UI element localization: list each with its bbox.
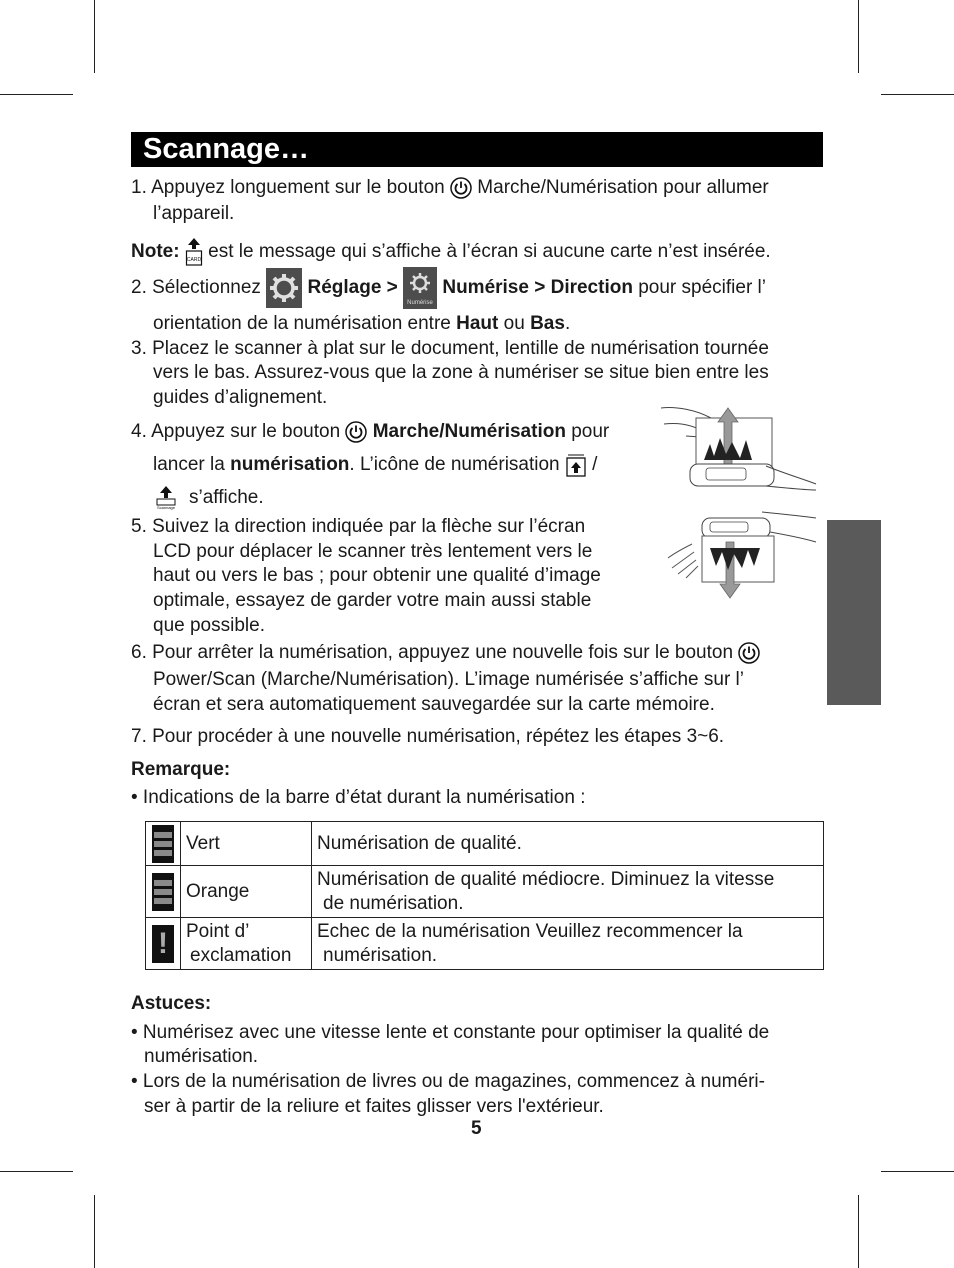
step-3-line-1: 3. Placez le scanner à plat sur le document, lentille de numérisation tournée xyxy=(131,338,769,359)
step-3-line-2: vers le bas. Assurez-vous que la zone à numériser se situe bien entre les xyxy=(153,362,769,383)
remarque-heading: Remarque: xyxy=(131,759,231,780)
numerise-icon xyxy=(403,267,437,309)
step-2-dot: . xyxy=(564,313,571,334)
status-description-line-2: de numérisation. xyxy=(323,892,464,914)
astuces-bullet-1-line-2: numérisation. xyxy=(144,1046,259,1067)
scan-up-icon xyxy=(565,452,587,478)
step-2-ou: ou xyxy=(503,313,525,334)
page-number: 5 xyxy=(471,1118,482,1139)
step-4-numerisation: numérisation xyxy=(230,454,350,476)
step-4-bold: Marche/Numérisation xyxy=(372,421,566,442)
svg-text:Scannage: Scannage xyxy=(156,505,176,510)
crop-mark xyxy=(858,1195,859,1268)
step-2-reglage: Réglage > xyxy=(307,277,398,298)
crop-mark xyxy=(94,1195,95,1268)
step-2 xyxy=(131,266,766,310)
crop-mark xyxy=(0,94,73,95)
crop-mark xyxy=(94,0,95,73)
step-4 xyxy=(131,419,609,444)
status-description-line-1: Numérisation de qualité médiocre. Diminuez la vitesse xyxy=(317,868,775,890)
step-6-line-3: écran et sera automatiquement sauvegardée sur la carte mémoire. xyxy=(153,694,715,715)
svg-text:CARD: CARD xyxy=(186,257,201,263)
power-icon xyxy=(738,642,760,664)
status-icon-cell xyxy=(146,918,181,970)
scan-down-icon-wrap xyxy=(155,484,177,515)
note-text: est le message qui s’affiche à l’écran si aucune carte n’est insérée. xyxy=(208,241,771,263)
step-4-text-d: . L’icône de numérisation xyxy=(349,454,560,476)
crop-mark xyxy=(0,1171,73,1172)
step-5-line-2: LCD pour déplacer le scanner très lentement vers le xyxy=(153,541,593,562)
no-card-icon xyxy=(185,237,203,267)
step-6-line-2: Power/Scan (Marche/Numérisation). L’image numérisée s’affiche sur l’ xyxy=(153,669,745,690)
remarque-bullet: • Indications de la barre d’état durant la numérisation : xyxy=(131,787,586,808)
status-label: Orange xyxy=(181,866,312,918)
astuces-heading: Astuces: xyxy=(131,993,212,1014)
step-1-cont: l’appareil. xyxy=(153,203,235,224)
step-5-line-5: que possible. xyxy=(153,615,265,636)
step-2-text-b: pour spécifier l’ xyxy=(638,277,766,298)
note xyxy=(131,237,771,267)
step-5-line-1: 5. Suivez la direction indiquée par la flèche sur l’écran xyxy=(131,516,586,537)
status-description-line-2: numérisation. xyxy=(323,944,438,966)
step-3-line-3: guides d’alignement. xyxy=(153,387,328,408)
status-icon-cell xyxy=(146,866,181,918)
svg-text:Numérise: Numérise xyxy=(407,299,433,306)
step-2-haut: Haut xyxy=(456,313,499,334)
step-4-line-2 xyxy=(153,452,597,478)
status-label: Vert xyxy=(181,822,312,866)
step-4-slash: / xyxy=(592,454,598,476)
table-row xyxy=(146,866,824,918)
step-5-line-4: optimale, essayez de garder votre main aussi stable xyxy=(153,590,592,611)
step-6-text-a: 6. Pour arrêter la numérisation, appuyez une nouvelle fois sur le bouton xyxy=(131,642,734,663)
crop-mark xyxy=(858,0,859,73)
step-2-text-a: 2. Sélectionnez xyxy=(131,277,261,298)
exclamation-icon: ! xyxy=(152,925,174,963)
status-description: Numérisation de qualité. xyxy=(312,822,824,866)
scanner-illustration-up xyxy=(656,404,818,494)
status-label-cell xyxy=(181,918,312,970)
step-1 xyxy=(131,175,769,200)
step-6-line-1 xyxy=(131,640,760,665)
status-bar-green-icon xyxy=(152,825,174,863)
status-description-line-1: Echec de la numérisation Veuillez recommencer la xyxy=(317,920,743,942)
status-icon-cell xyxy=(146,822,181,866)
step-2-bas: Bas xyxy=(530,313,565,334)
table-row xyxy=(146,918,824,970)
page-title: Scannage… xyxy=(143,133,309,165)
astuces-bullet-2-line-2: ser à partir de la reliure et faites glisser vers l'extérieur. xyxy=(144,1096,604,1117)
step-2-numerise: Numérise > Direction xyxy=(442,277,633,298)
status-label-line-1: Point d’ xyxy=(186,920,250,942)
status-description-cell xyxy=(312,866,824,918)
astuces-bullet-2-line-1: • Lors de la numérisation de livres ou de magazines, commencez à numéri- xyxy=(131,1071,765,1092)
step-2-text-c: orientation de la numérisation entre xyxy=(153,313,451,334)
step-5-line-3: haut ou vers le bas ; pour obtenir une qualité d’image xyxy=(153,565,601,586)
scanner-illustration-down xyxy=(662,508,818,600)
step-1-text-a: 1. Appuyez longuement sur le bouton xyxy=(131,177,445,198)
step-2-cont xyxy=(153,311,570,336)
step-4-line-3: s’affiche. xyxy=(189,487,264,508)
status-label-line-2: exclamation xyxy=(190,944,292,966)
note-label: Note: xyxy=(131,241,180,263)
table-row xyxy=(146,822,824,866)
status-bar-orange-icon xyxy=(152,873,174,911)
step-4-text-b: pour xyxy=(571,421,610,442)
step-1-text-b: Marche/Numérisation pour allumer xyxy=(477,177,769,198)
step-4-text-a: 4. Appuyez sur le bouton xyxy=(131,421,341,442)
astuces-bullet-1-line-1: • Numérisez avec une vitesse lente et constante pour optimiser la qualité de xyxy=(131,1022,770,1043)
power-icon xyxy=(450,177,472,199)
crop-mark xyxy=(881,94,954,95)
scan-down-icon xyxy=(155,484,177,510)
power-icon xyxy=(345,421,367,443)
step-7: 7. Pour procéder à une nouvelle numérisation, répétez les étapes 3~6. xyxy=(131,726,725,747)
crop-mark xyxy=(881,1171,954,1172)
status-description-cell xyxy=(312,918,824,970)
side-tab xyxy=(827,520,881,705)
step-4-text-c: lancer la xyxy=(153,454,225,476)
section-title-bar xyxy=(131,132,823,167)
settings-gear-icon xyxy=(266,268,302,308)
status-bar-table xyxy=(145,821,824,970)
